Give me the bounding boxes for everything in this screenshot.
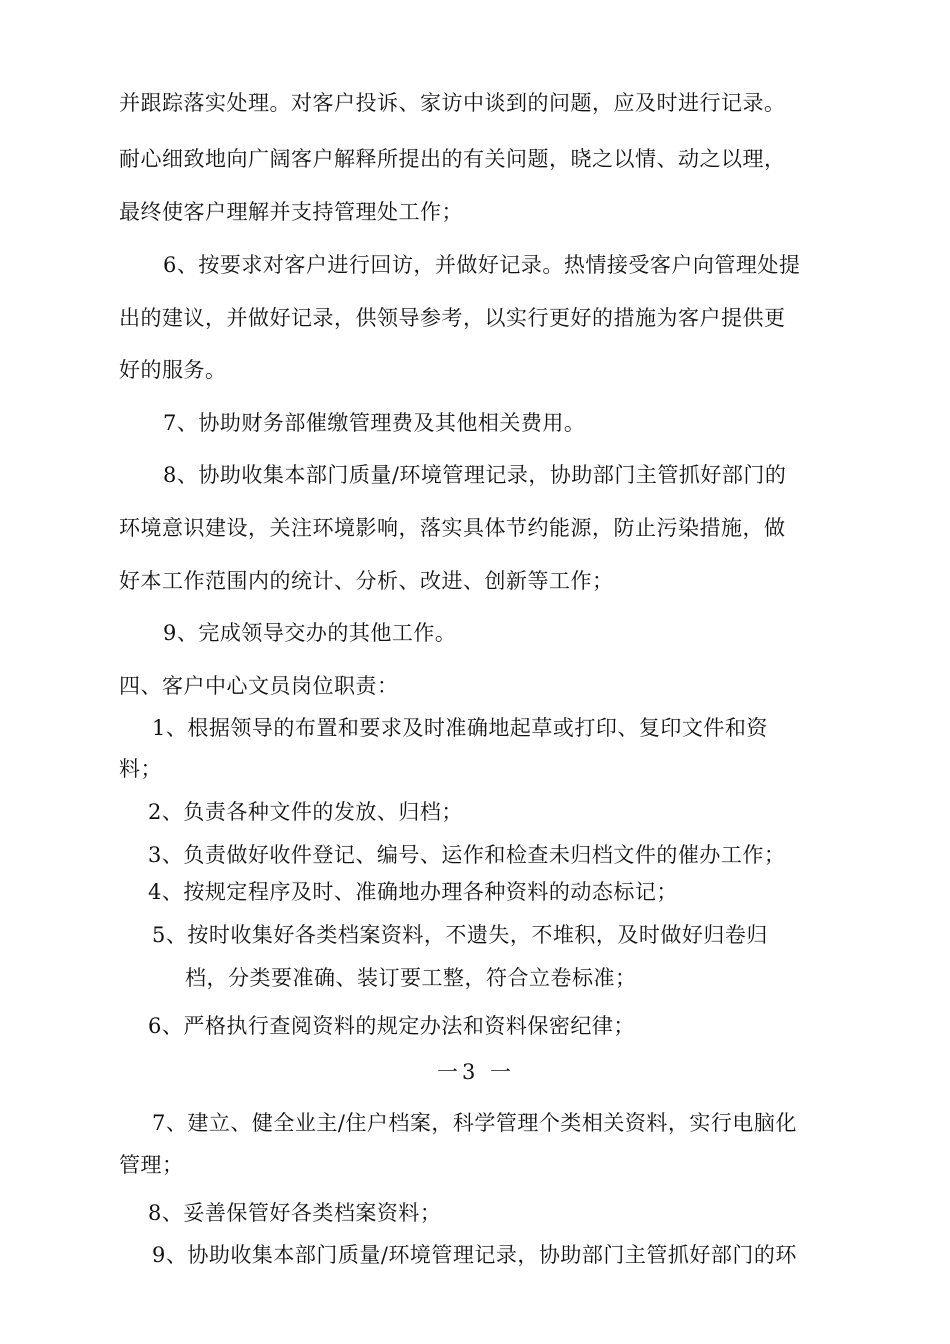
- text-line-15: 2、负责各种文件的发放、归档；: [148, 800, 463, 824]
- text-line-17: 4、按规定程序及时、准确地办理各种资料的动态标记；: [148, 880, 678, 904]
- page-number: 一3 一: [437, 1060, 516, 1084]
- text-line-4: 6、按要求对客户进行回访，并做好记录。热情接受客户向管理处提: [163, 253, 801, 277]
- text-line-23: 8、妥善保管好各类档案资料；: [148, 1201, 442, 1225]
- text-line-1: 并跟踪落实处理。对客户投诉、家访中谈到的问题，应及时进行记录。: [119, 91, 786, 115]
- text-line-11: 9、完成领导交办的其他工作。: [163, 621, 457, 645]
- text-line-8: 8、协助收集本部门质量/环境管理记录，协助部门主管抓好部门的: [163, 463, 787, 487]
- text-line-21: 7、建立、健全业主/住户档案，科学管理个类相关资料，实行电脑化: [152, 1111, 797, 1135]
- text-line-16: 3、负责做好收件登记、编号、运作和检查未归档文件的催办工作；: [148, 843, 786, 867]
- text-line-10: 好本工作范围内的统计、分析、改进、创新等工作；: [119, 569, 614, 593]
- text-line-24: 9、协助收集本部门质量/环境管理记录，协助部门主管抓好部门的环: [152, 1243, 797, 1267]
- text-line-9: 环境意识建设，关注环境影响，落实具体节约能源，防止污染措施，做: [119, 516, 786, 540]
- text-line-5: 出的建议，并做好记录，供领导参考，以实行更好的措施为客户提供更: [119, 306, 786, 330]
- section-heading: 四、客户中心文员岗位职责：: [119, 674, 399, 698]
- text-line-7: 7、协助财务部催缴管理费及其他相关费用。: [163, 411, 586, 435]
- text-line-22: 管理；: [119, 1153, 184, 1177]
- text-line-14: 料；: [119, 757, 162, 781]
- text-line-13: 1、根据领导的布置和要求及时准确地起草或打印、复印文件和资: [152, 716, 768, 740]
- text-line-6: 好的服务。: [119, 358, 227, 382]
- text-line-2: 耐心细致地向广阔客户解释所提出的有关问题，晓之以情、动之以理，: [119, 147, 786, 171]
- text-line-18: 5、按时收集好各类档案资料，不遗失，不堆积，及时做好归卷归: [152, 923, 768, 947]
- text-line-20: 6、严格执行查阅资料的规定办法和资料保密纪律；: [148, 1014, 635, 1038]
- text-line-19: 档，分类要准确、装订要工整，符合立卷标准；: [185, 966, 637, 990]
- text-line-3: 最终使客户理解并支持管理处工作；: [119, 200, 463, 224]
